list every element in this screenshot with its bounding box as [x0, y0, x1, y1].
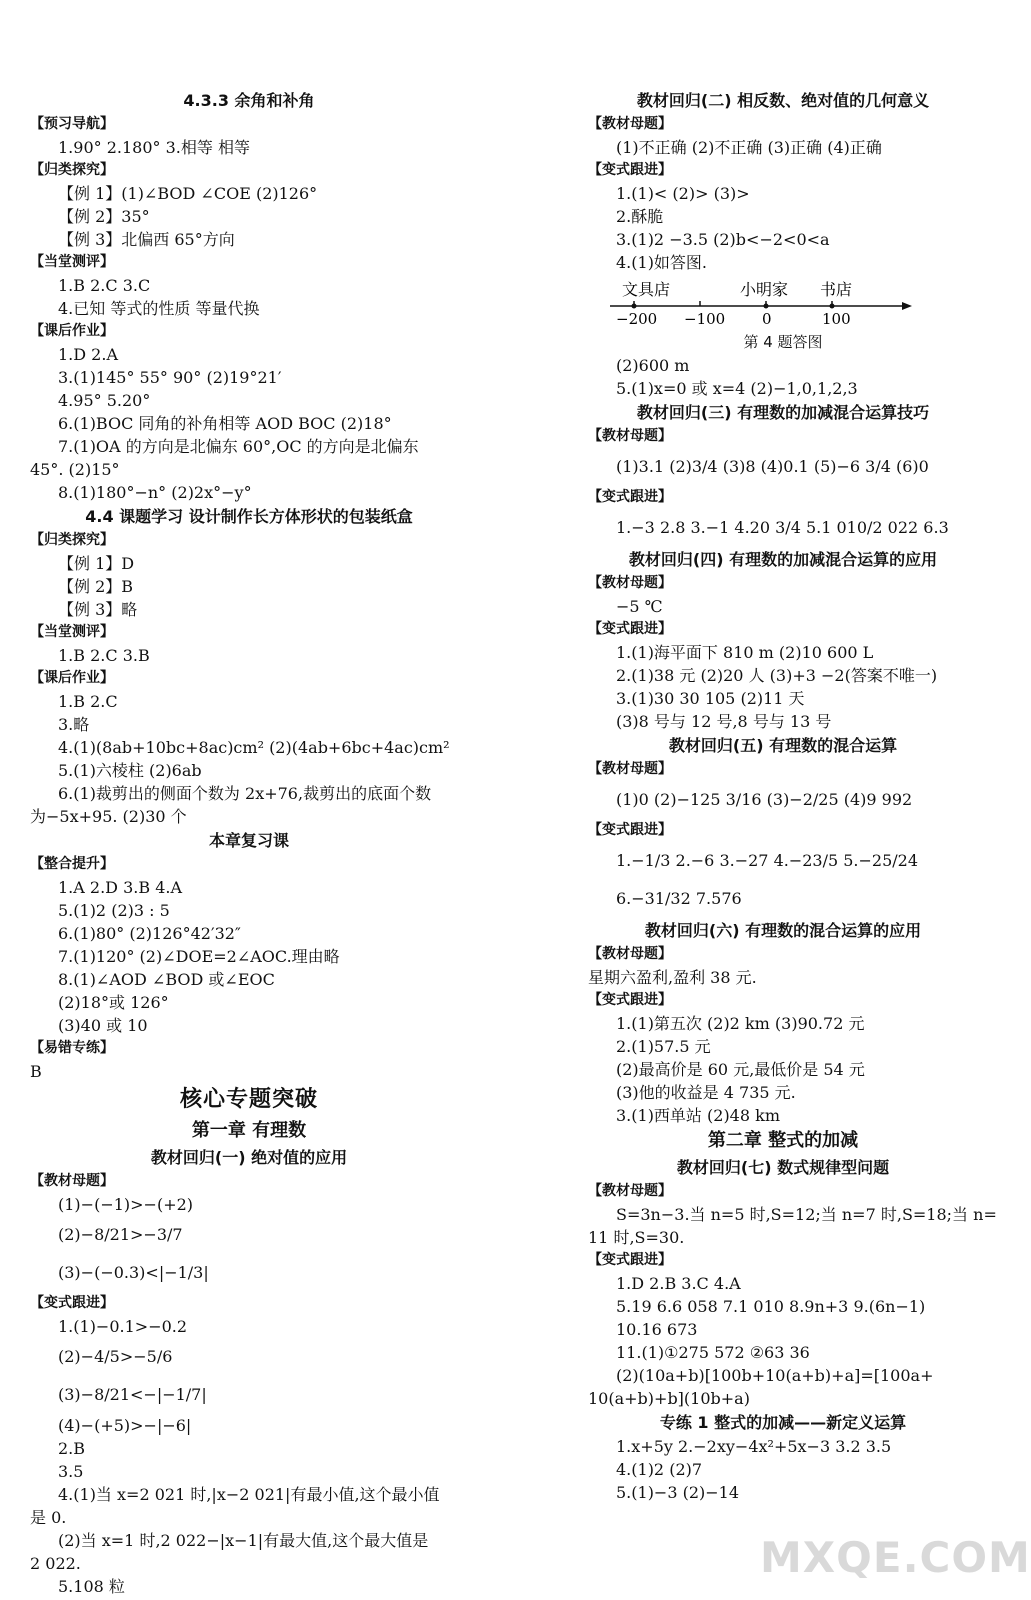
- answer-line: 【例 3】略: [58, 600, 138, 619]
- answer-line: (1)−(−1)>−(+2): [58, 1195, 194, 1214]
- answer-line-fraction: 6.−31/32 7.576: [616, 889, 742, 908]
- answer-line-fraction: (1)0 (2)−125 3/16 (3)−2/25 (4)9 992: [616, 790, 913, 809]
- subsection-label: 【教材母题】: [588, 761, 672, 777]
- answer-line: 2.B: [58, 1439, 86, 1458]
- answer-line: 3.(1)2 −3.5 (2)b<−2<0<a: [616, 230, 830, 249]
- answer-line: 1.B 2.C: [58, 692, 118, 711]
- answer-line: 【例 2】35°: [58, 207, 150, 226]
- part-title: 核心专题突破: [179, 1087, 318, 1112]
- subsection-label: 【整合提升】: [30, 856, 114, 872]
- answer-line: 4.95° 5.20°: [58, 391, 151, 410]
- answer-line: 1.(1)−0.1>−0.2: [58, 1317, 188, 1336]
- tick-label-neg200: −200: [616, 310, 658, 328]
- section-heading: 教材回归(五) 有理数的混合运算: [668, 736, 898, 755]
- label-stationery: 文具店: [622, 280, 671, 299]
- answer-line: 6.(1)BOC 同角的补角相等 AOD BOC (2)18°: [58, 414, 392, 433]
- answer-line: 1.90° 2.180° 3.相等 相等: [58, 138, 250, 157]
- answer-line-continued: 为−5x+95. (2)30 个: [30, 807, 187, 826]
- answer-line: 8.(1)180°−n° (2)2x°−y°: [58, 483, 252, 502]
- answer-line-continued: B: [30, 1062, 42, 1081]
- point-stationery: [632, 304, 637, 309]
- answer-line-continued: 2 022.: [30, 1554, 81, 1573]
- answer-line: (2)最高价是 60 元,最低价是 54 元: [616, 1060, 865, 1079]
- label-home: 小明家: [740, 280, 789, 299]
- right-column: [588, 88, 997, 1504]
- subsection-label: 【课后作业】: [30, 670, 114, 686]
- answer-line: 4.(1)(8ab+10bc+8ac)cm² (2)(4ab+6bc+4ac)cm²: [58, 738, 450, 757]
- point-bookstore: [830, 304, 835, 309]
- section-heading: 教材回归(七) 数式规律型问题: [676, 1158, 890, 1177]
- subsection-label: 【变式跟进】: [30, 1295, 114, 1311]
- chapter-title: 第一章 有理数: [191, 1120, 307, 1141]
- left-column: [30, 88, 468, 1598]
- answer-line-continued: 星期六盈利,盈利 38 元.: [588, 968, 757, 987]
- answer-line-fraction: 1.−3 2.8 3.−1 4.20 3/4 5.1 010/2 022 6.3: [616, 518, 949, 537]
- answer-line-fraction: (1)3.1 (2)3/4 (3)8 (4)0.1 (5)−6 3/4 (6)0: [616, 457, 929, 476]
- section-heading: 教材回归(六) 有理数的混合运算的应用: [644, 921, 922, 940]
- answer-line: 3.(1)145° 55° 90° (2)19°21′: [58, 368, 282, 387]
- chapter-title: 第二章 整式的加减: [707, 1130, 859, 1151]
- answer-line: 【例 1】D: [58, 554, 135, 573]
- answer-line-continued: 45°. (2)15°: [30, 460, 120, 479]
- answer-line: 1.D 2.B 3.C 4.A: [616, 1274, 741, 1293]
- answer-line: 11.(1)①275 572 ②63 36: [616, 1343, 810, 1362]
- answer-line: 【例 3】北偏西 65°方向: [58, 230, 235, 249]
- answer-line: 7.(1)120° (2)∠DOE=2∠AOC.理由略: [58, 947, 340, 966]
- section-heading: 教材回归(二) 相反数、绝对值的几何意义: [636, 91, 930, 110]
- subsection-label: 【易错专练】: [30, 1040, 114, 1056]
- answer-line: 5.19 6.6 058 7.1 010 8.9n+3 9.(6n−1): [616, 1297, 926, 1316]
- tick-label-neg100: −100: [684, 310, 726, 328]
- answer-line: 5.(1)2 (2)3 : 5: [58, 901, 170, 920]
- subsection-label: 【当堂测评】: [30, 254, 114, 270]
- subsection-label: 【教材母题】: [588, 575, 672, 591]
- answer-line: 3.(1)西单站 (2)48 km: [616, 1106, 780, 1125]
- answer-line: 6.(1)80° (2)126°42′32″: [58, 924, 241, 943]
- answer-line: 10.16 673: [616, 1320, 698, 1339]
- section-heading: 教材回归(四) 有理数的加减混合运算的应用: [628, 550, 938, 569]
- subsection-label: 【归类探究】: [30, 532, 114, 548]
- subsection-label: 【变式跟进】: [588, 621, 672, 637]
- label-bookstore: 书店: [820, 280, 853, 299]
- answer-line-fraction: (2)−8/21>−3/7: [58, 1225, 183, 1244]
- subsection-label: 【变式跟进】: [588, 162, 672, 178]
- answer-line: S=3n−3.当 n=5 时,S=12;当 n=7 时,S=18;当 n=: [616, 1205, 997, 1224]
- answer-line: 1.B 2.C 3.C: [58, 276, 151, 295]
- section-heading: 本章复习课: [208, 831, 289, 850]
- answer-line: 8.(1)∠AOD ∠BOD 或∠EOC: [58, 970, 275, 989]
- section-heading: 教材回归(一) 绝对值的应用: [150, 1148, 348, 1167]
- answer-line: 2.酥脆: [616, 207, 664, 226]
- answer-line: (2)600 m: [616, 356, 690, 375]
- answer-line: 1.(1)第五次 (2)2 km (3)90.72 元: [616, 1014, 865, 1033]
- subsection-label: 【教材母题】: [30, 1173, 114, 1189]
- answer-line-fraction: (3)−(−0.3)<|−1/3|: [58, 1263, 209, 1282]
- subsection-label: 【教材母题】: [588, 1183, 672, 1199]
- answer-line-continued: 是 0.: [30, 1508, 67, 1527]
- answer-line-fraction: (2)−4/5>−5/6: [58, 1347, 173, 1366]
- number-line: [602, 278, 922, 330]
- number-line-figure: [588, 278, 978, 330]
- answer-line: 1.(1)< (2)> (3)>: [616, 184, 750, 203]
- answer-line: 1.x+5y 2.−2xy−4x²+5x−3 3.2 3.5: [616, 1437, 892, 1456]
- answer-line: (3)8 号与 12 号,8 号与 13 号: [616, 712, 832, 731]
- answer-line: 2.(1)57.5 元: [616, 1037, 711, 1056]
- section-heading: 4.3.3 余角和补角: [183, 91, 315, 110]
- tick-label-zero: 0: [762, 310, 772, 328]
- tick-label-100: 100: [822, 310, 851, 328]
- point-home: [764, 304, 769, 309]
- answer-line: 3.(1)30 30 105 (2)11 天: [616, 689, 805, 708]
- answer-line: (4)−(+5)>−|−6|: [58, 1416, 192, 1435]
- answer-line: 3.略: [58, 715, 90, 734]
- right-bottom-section: [588, 354, 997, 1504]
- subsection-label: 【当堂测评】: [30, 624, 114, 640]
- answer-line: 5.108 粒: [58, 1577, 125, 1596]
- answer-line: 4.(1)如答图.: [616, 253, 708, 272]
- answer-line-continued: 10(a+b)+b](10b+a): [588, 1389, 750, 1408]
- answer-line: (2)当 x=1 时,2 022−|x−1|有最大值,这个最大值是: [58, 1531, 429, 1550]
- answer-line: 5.(1)x=0 或 x=4 (2)−1,0,1,2,3: [616, 379, 858, 398]
- section-heading: 教材回归(三) 有理数的加减混合运算技巧: [636, 403, 930, 422]
- answer-line: 1.A 2.D 3.B 4.A: [58, 878, 183, 897]
- section-heading: 专练 1 整式的加减——新定义运算: [659, 1413, 907, 1432]
- right-top-section: [588, 88, 978, 274]
- answer-line: (2)(10a+b)[100b+10(a+b)+a]=[100a+: [616, 1366, 934, 1385]
- answer-line: (3)他的收益是 4 735 元.: [616, 1083, 796, 1102]
- answer-line: 4.(1)当 x=2 021 时,|x−2 021|有最小值,这个最小值: [58, 1485, 440, 1504]
- answer-line: 4.(1)2 (2)7: [616, 1460, 703, 1479]
- answer-line: (1)不正确 (2)不正确 (3)正确 (4)正确: [616, 138, 882, 157]
- subsection-label: 【变式跟进】: [588, 1252, 672, 1268]
- answer-line: −5 ℃: [616, 597, 663, 616]
- answer-line: 1.(1)海平面下 810 m (2)10 600 L: [616, 643, 874, 662]
- subsection-label: 【归类探究】: [30, 162, 114, 178]
- answer-line: 1.D 2.A: [58, 345, 118, 364]
- subsection-label: 【教材母题】: [588, 946, 672, 962]
- subsection-label: 【变式跟进】: [588, 822, 672, 838]
- answer-line: 1.B 2.C 3.B: [58, 646, 150, 665]
- answer-line: 5.(1)−3 (2)−14: [616, 1483, 740, 1502]
- answer-line: 4.已知 等式的性质 等量代换: [58, 299, 260, 318]
- answer-line: (3)40 或 10: [58, 1016, 148, 1035]
- subsection-label: 【预习导航】: [30, 116, 114, 132]
- subsection-label: 【教材母题】: [588, 428, 672, 444]
- answer-line-continued: 11 时,S=30.: [588, 1228, 685, 1247]
- answer-line-fraction: (3)−8/21<−|−1/7|: [58, 1385, 207, 1404]
- answer-line-fraction: 1.−1/3 2.−6 3.−27 4.−23/5 5.−25/24: [616, 851, 919, 870]
- axis-arrow: [902, 302, 912, 310]
- answer-line: 6.(1)裁剪出的侧面个数为 2x+76,裁剪出的底面个数: [58, 784, 432, 803]
- answer-line: 2.(1)38 元 (2)20 人 (3)+3 −2(答案不唯一): [616, 666, 938, 685]
- answer-line: 7.(1)OA 的方向是北偏东 60°,OC 的方向是北偏东: [58, 437, 419, 456]
- answer-line: (2)18°或 126°: [58, 993, 169, 1012]
- figure-caption: 第 4 题答图: [743, 333, 823, 351]
- subsection-label: 【教材母题】: [588, 116, 672, 132]
- subsection-label: 【变式跟进】: [588, 489, 672, 505]
- answer-line: 3.5: [58, 1462, 84, 1481]
- answer-line: 5.(1)六棱柱 (2)6ab: [58, 761, 202, 780]
- section-heading: 4.4 课题学习 设计制作长方体形状的包装纸盒: [85, 507, 413, 526]
- site-watermark: MXQE.COM: [760, 1533, 1031, 1582]
- answer-line: 【例 2】B: [58, 577, 134, 596]
- subsection-label: 【课后作业】: [30, 323, 114, 339]
- subsection-label: 【变式跟进】: [588, 992, 672, 1008]
- answer-line: 【例 1】(1)∠BOD ∠COE (2)126°: [58, 184, 318, 203]
